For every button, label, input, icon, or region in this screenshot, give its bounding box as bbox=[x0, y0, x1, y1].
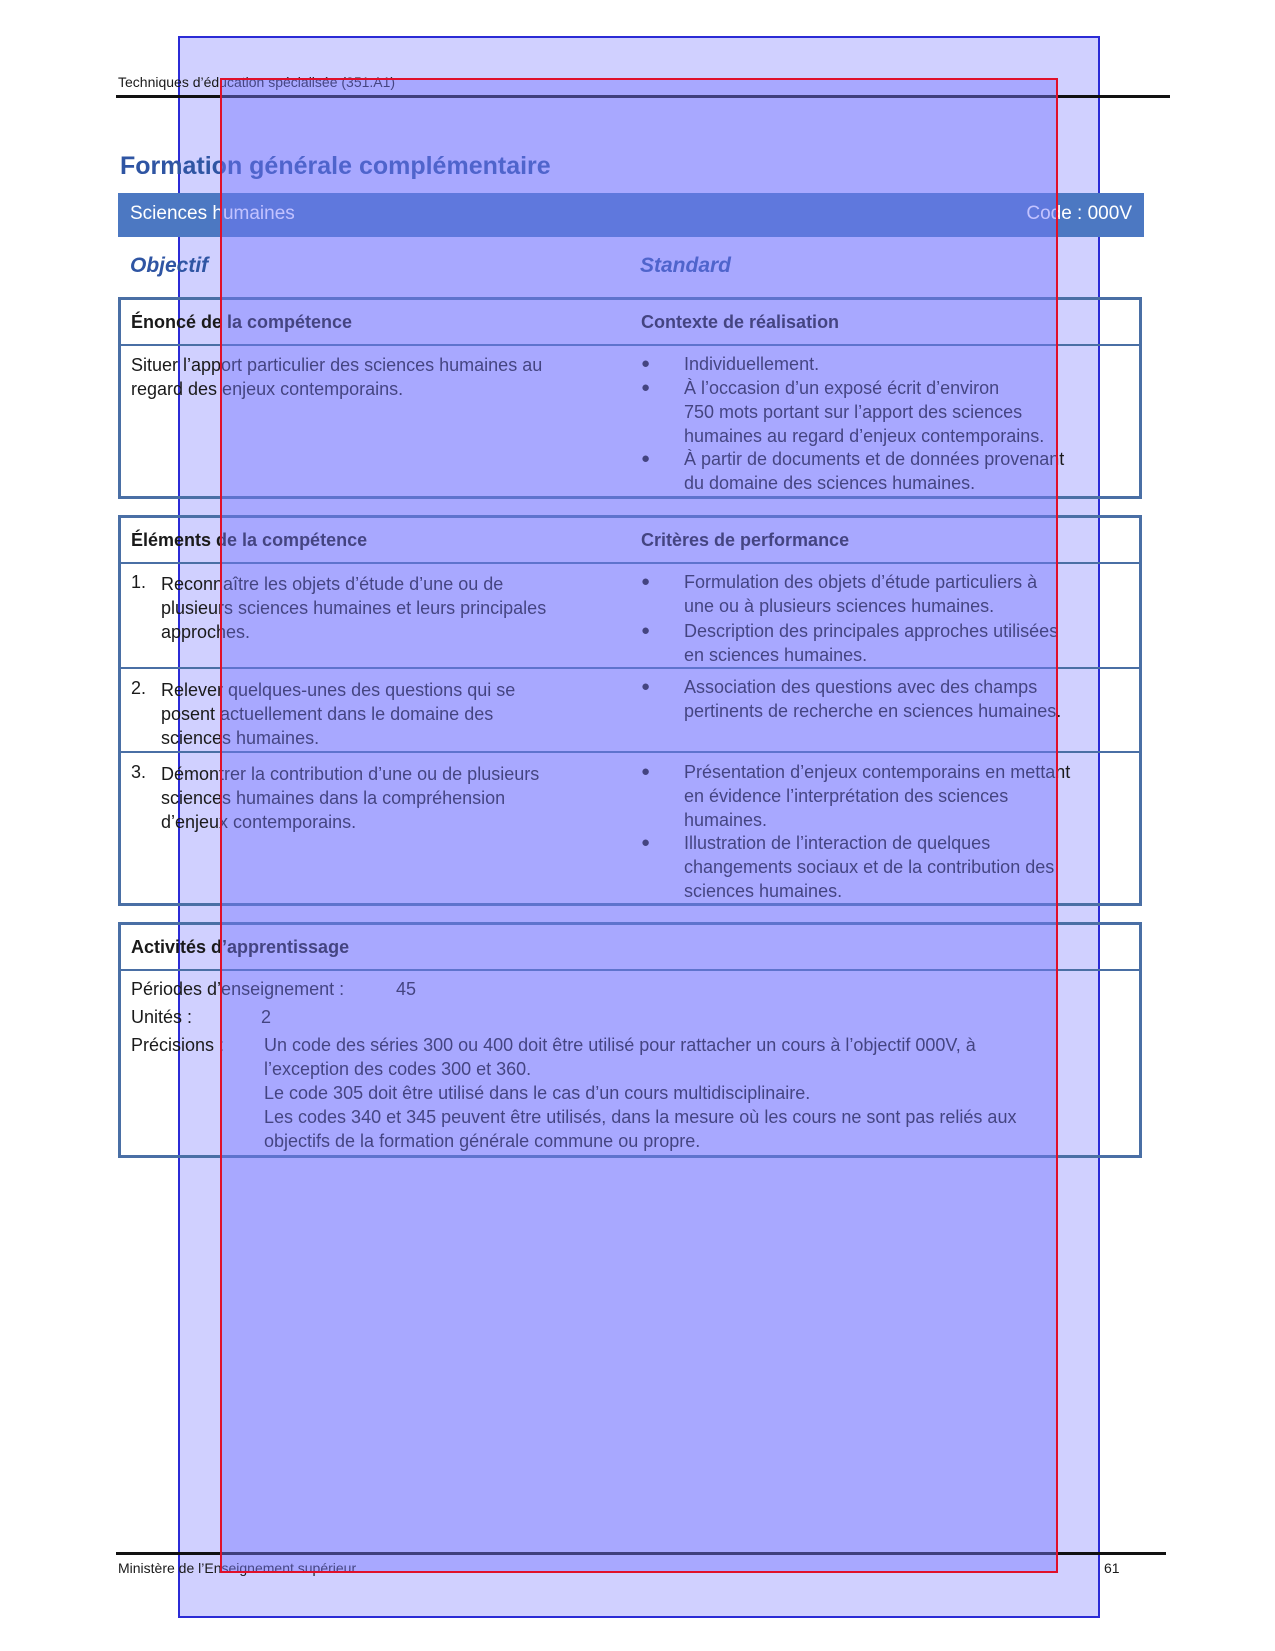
context-item: À partir de documents et de données provenant du domaine des sciences humaines. bbox=[684, 449, 1065, 493]
competence-statement: Situer l’apport particulier des sciences humaines au regard des enjeux contemporains. bbox=[131, 355, 543, 399]
bullet-icon: ● bbox=[641, 379, 651, 396]
criteria-item: Association des questions avec des champs pertinents de recherche en sciences humaines. bbox=[684, 677, 1062, 721]
bullet-icon: ● bbox=[641, 763, 651, 780]
bullet-icon: ● bbox=[641, 573, 651, 590]
periods-value: 45 bbox=[396, 979, 417, 999]
element-text: Reconnaître les objets d’étude d’une ou de plusieurs sciences humaines et leurs principales approches. bbox=[161, 574, 547, 642]
activities-head: Activités d’apprentissage bbox=[131, 937, 350, 957]
criteria-item: Formulation des objets d’étude particuliers à une ou à plusieurs sciences humaines. bbox=[684, 572, 1038, 616]
subject-label: Sciences humaines bbox=[130, 203, 295, 224]
precisions-label: Précisions : bbox=[131, 1035, 225, 1055]
element-number: 1. bbox=[131, 572, 147, 592]
competence-head-left: Énoncé de la compétence bbox=[131, 312, 353, 332]
competence-head-right: Contexte de réalisation bbox=[641, 312, 840, 332]
standard-heading: Standard bbox=[640, 254, 732, 277]
footer-ministry: Ministère de l’Enseignement supérieur bbox=[118, 1560, 357, 1576]
elements-head-left: Éléments de la compétence bbox=[131, 530, 368, 550]
elements-head-right: Critères de performance bbox=[641, 530, 850, 550]
page-number: 61 bbox=[1104, 1560, 1120, 1576]
subject-code: Code : 000V bbox=[1026, 203, 1132, 224]
units-label: Unités : bbox=[131, 1007, 193, 1027]
bullet-icon: ● bbox=[641, 678, 651, 695]
criteria-item: Description des principales approches utilisées en sciences humaines. bbox=[684, 621, 1059, 665]
bullet-icon: ● bbox=[641, 450, 651, 467]
overlay-region-inner bbox=[220, 78, 1058, 1573]
objectif-heading: Objectif bbox=[130, 254, 209, 277]
bullet-icon: ● bbox=[641, 622, 651, 639]
header-program: Techniques d’éducation spécialisée (351.A1) bbox=[118, 74, 396, 90]
element-text: Relever quelques-unes des questions qui se posent actuellement dans le domaine des sciences humaines. bbox=[161, 680, 516, 748]
criteria-item: Illustration de l’interaction de quelques changements sociaux et de la contribution des sciences humaines. bbox=[684, 833, 1055, 901]
element-number: 3. bbox=[131, 762, 147, 782]
context-item: Individuellement. bbox=[684, 354, 820, 374]
precisions-text: Un code des séries 300 ou 400 doit être utilisé pour rattacher un cours à l’objectif 000V, à l’exception des codes 300 et 360. Le code 305 doit être utilisé dans le cas d’un cours multidisciplinaire. Les codes 340 et 345 peuvent être utilisés, dans la mesure où les cours ne sont pas reliés aux objectifs de la formation générale commune ou propre. bbox=[264, 1035, 1017, 1151]
units-value: 2 bbox=[261, 1007, 272, 1027]
context-item: À l’occasion d’un exposé écrit d’environ 750 mots portant sur l’apport des sciences humaines au regard d’enjeux contemporains. bbox=[684, 378, 1045, 446]
criteria-item: Présentation d’enjeux contemporains en mettant en évidence l’interprétation des sciences humaines. bbox=[684, 762, 1071, 830]
page-title: Formation générale complémentaire bbox=[120, 152, 551, 180]
periods-label: Périodes d’enseignement : bbox=[131, 979, 345, 999]
element-number: 2. bbox=[131, 678, 147, 698]
bullet-icon: ● bbox=[641, 834, 651, 851]
element-text: Démontrer la contribution d’une ou de plusieurs sciences humaines dans la compréhension d’enjeux contemporains. bbox=[161, 764, 540, 832]
bullet-icon: ● bbox=[641, 355, 651, 372]
